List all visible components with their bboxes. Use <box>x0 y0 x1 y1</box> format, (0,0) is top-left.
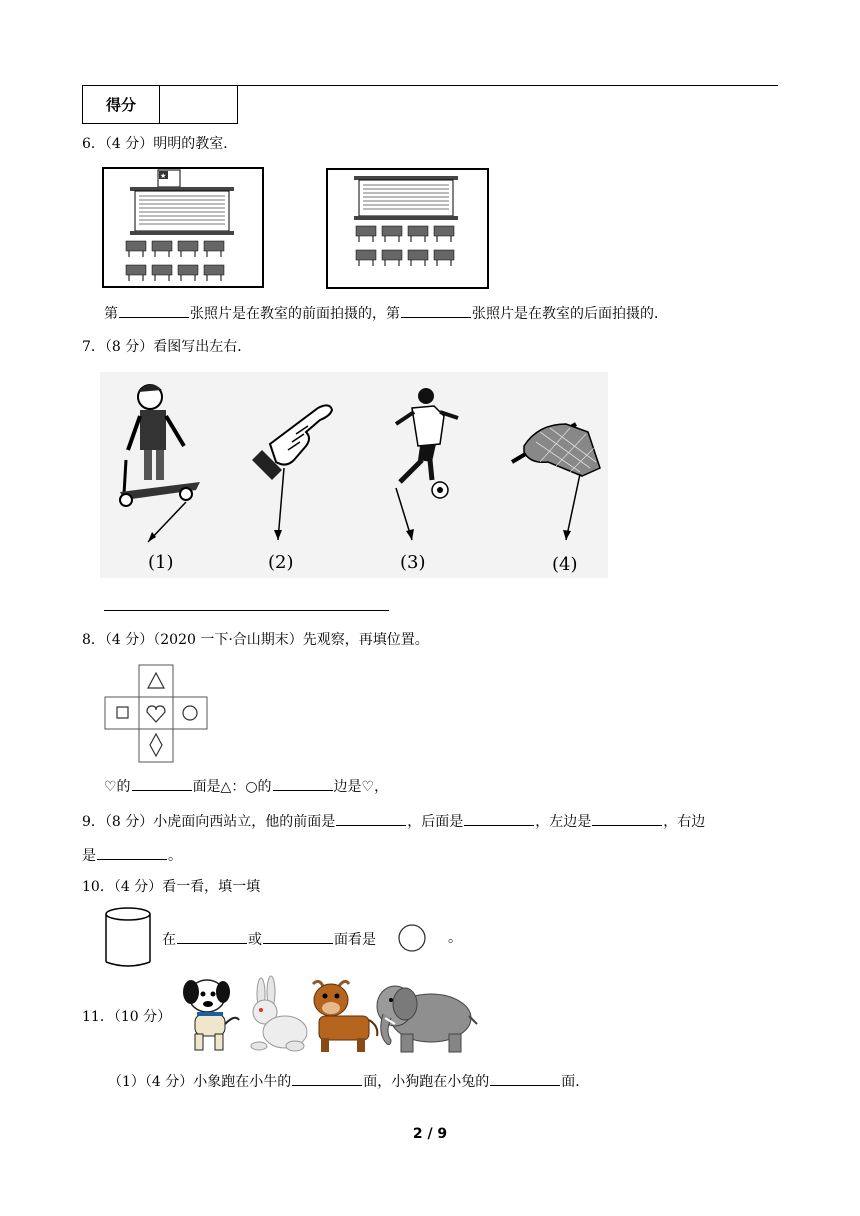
q9-text-6: 。 <box>168 848 182 864</box>
cylinder-image <box>103 906 153 970</box>
writing-hand-illustration <box>512 424 600 540</box>
q9-text-5: 是 <box>82 848 96 864</box>
classroom-photo-2 <box>326 168 489 289</box>
q11-sub1-line <box>108 1071 589 1091</box>
score-label: 得分 <box>83 86 160 123</box>
q10-text-2: 或 <box>248 932 262 948</box>
pointing-hand-illustration <box>252 405 332 540</box>
q9-blank-front[interactable] <box>336 811 406 826</box>
q10-answer-line <box>162 929 376 949</box>
q8-stem: 8．（4 分）（2020 一下·合山期末）先观察，再填位置。 <box>82 632 429 648</box>
page-number: 2 / 9 <box>412 1126 448 1142</box>
q9-blank-left[interactable] <box>592 811 662 826</box>
q11-text-1: （1）（4 分）小象跑在小牛的 <box>108 1074 292 1090</box>
boy-scooter-illustration <box>120 384 200 542</box>
q9-text-1: 9．（8 分）小虎面向西站立，他的前面是 <box>82 814 336 830</box>
q9-blank-back[interactable] <box>464 811 534 826</box>
svg-text:★: ★ <box>160 172 167 180</box>
q9-text-3: ，左边是 <box>535 814 592 830</box>
q7-answer-line[interactable] <box>104 610 389 611</box>
q11-text-3: 面． <box>561 1074 590 1090</box>
elephant-icon <box>377 986 477 1052</box>
q7-stem: 7．（8 分）看图写出左右． <box>82 339 252 355</box>
q9-blank-right[interactable] <box>97 845 167 860</box>
q10-text-3: 面看是 <box>334 932 376 948</box>
q10-blank-1[interactable] <box>177 929 247 944</box>
cow-icon <box>313 981 377 1052</box>
q11-blank-1[interactable] <box>292 1071 362 1086</box>
q11-blank-2[interactable] <box>490 1071 560 1086</box>
q10-stem: 10．（4 分）看一看，填一填 <box>82 879 261 895</box>
q6-text-3: 张照片是在教室的后面拍摄的． <box>472 306 668 322</box>
classroom-photo-1 <box>102 167 264 288</box>
q8-shape-grid <box>104 664 208 764</box>
q10-text-4: 。 <box>448 930 462 946</box>
animals-illustration <box>173 974 479 1056</box>
q7-label-2: (2) <box>268 552 294 573</box>
q7-label-1: (1) <box>148 552 174 573</box>
rabbit-icon <box>251 976 307 1051</box>
soccer-player-illustration <box>396 388 458 540</box>
q6-blank-back[interactable] <box>401 303 471 318</box>
dog-icon <box>183 980 239 1050</box>
q6-text-1: 第 <box>104 306 118 322</box>
q10-blank-2[interactable] <box>263 929 333 944</box>
q11-stem: 11．（10 分） <box>82 1009 172 1025</box>
q10-text-1: 在 <box>162 932 176 948</box>
q7-label-3: (3) <box>400 552 426 573</box>
score-value-cell[interactable] <box>160 86 237 123</box>
q6-blank-front[interactable] <box>119 303 189 318</box>
circle-shape-icon <box>397 923 427 953</box>
q8-blank-2[interactable] <box>273 776 333 791</box>
q8-text-3: 边是♡， <box>333 779 389 795</box>
q8-blank-1[interactable] <box>132 776 192 791</box>
q6-text-2: 张照片是在教室的前面拍摄的，第 <box>190 306 400 322</box>
q8-answer-line <box>104 776 388 796</box>
score-box <box>82 86 238 124</box>
q7-label-4: (4) <box>552 554 578 575</box>
q8-text-1: ♡的 <box>104 779 131 795</box>
q9-text-2: ，后面是 <box>407 814 464 830</box>
q9-line-2 <box>82 845 182 865</box>
q7-figure <box>100 372 608 578</box>
q11-text-2: 面，小狗跑在小兔的 <box>363 1074 490 1090</box>
q6-stem: 6．（4 分）明明的教室． <box>82 136 238 152</box>
q9-text-4: ，右边 <box>663 814 706 830</box>
q8-text-2: 面是△：○的 <box>192 779 272 795</box>
q9-line-1 <box>82 811 705 831</box>
q6-answer-line <box>104 303 668 323</box>
